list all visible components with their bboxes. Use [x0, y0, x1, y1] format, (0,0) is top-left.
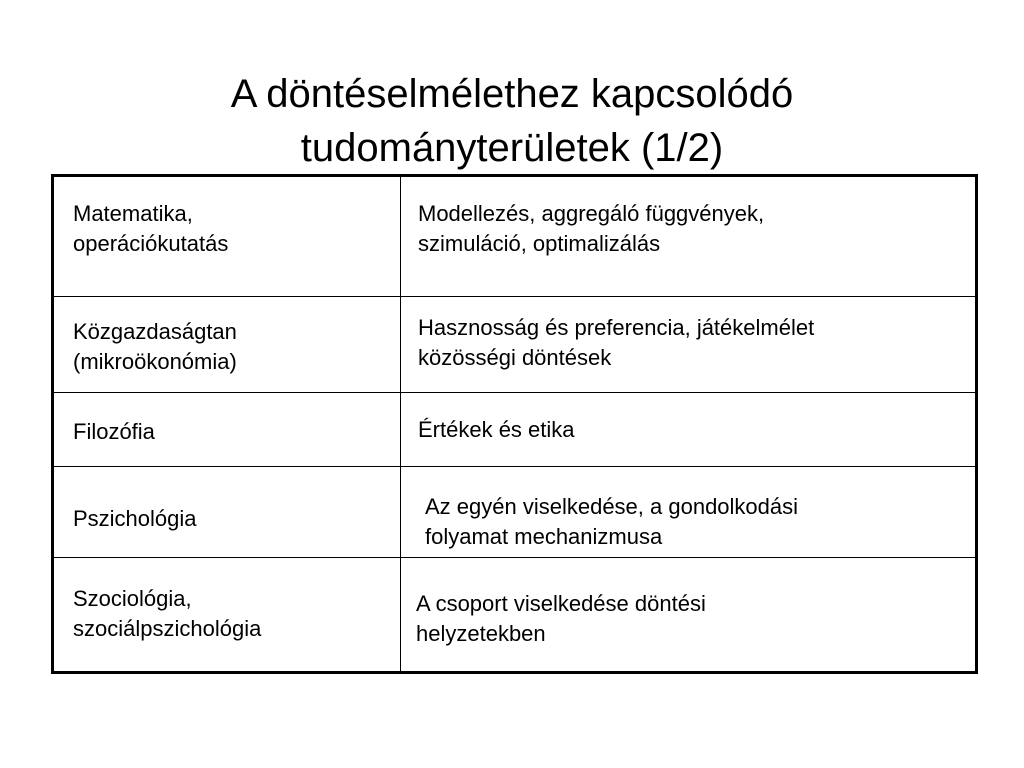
discipline-cell: [53, 467, 401, 558]
description-cell: [401, 393, 977, 467]
slide-title: [0, 67, 1024, 175]
description-cell: [401, 467, 977, 558]
discipline-name: Közgazdaságtan (mikroökonómia): [73, 319, 237, 374]
description-cell: [401, 558, 977, 673]
discipline-cell: [53, 558, 401, 673]
disciplines-table: [51, 174, 978, 674]
table-row: [53, 467, 977, 558]
table-row: [53, 297, 977, 393]
discipline-cell: [53, 176, 401, 297]
description-cell: [401, 176, 977, 297]
discipline-description: Modellezés, aggregáló függvények, szimuláció, optimalizálás: [418, 201, 765, 256]
slide-title-line-2: tudományterületek (1/2): [300, 125, 724, 170]
table-row: [53, 393, 977, 467]
discipline-description: Az egyén viselkedése, a gondolkodási folyamat mechanizmusa: [425, 494, 799, 549]
slide-title-line-1: A döntéselmélethez kapcsolódó: [230, 71, 794, 116]
discipline-name: Pszichológia: [73, 506, 197, 531]
discipline-cell: [53, 297, 401, 393]
discipline-name: Szociológia, szociálpszichológia: [73, 586, 262, 641]
discipline-description: Hasznosság és preferencia, játékelmélet közösségi döntések: [418, 315, 815, 370]
discipline-description: Értékek és etika: [418, 417, 575, 442]
description-cell: [401, 297, 977, 393]
discipline-description: A csoport viselkedése döntési helyzetekben: [416, 591, 706, 646]
table-row: [53, 176, 977, 297]
discipline-cell: [53, 393, 401, 467]
discipline-name: Matematika, operációkutatás: [73, 201, 229, 256]
discipline-name: Filozófia: [73, 419, 155, 444]
table-row: [53, 558, 977, 673]
